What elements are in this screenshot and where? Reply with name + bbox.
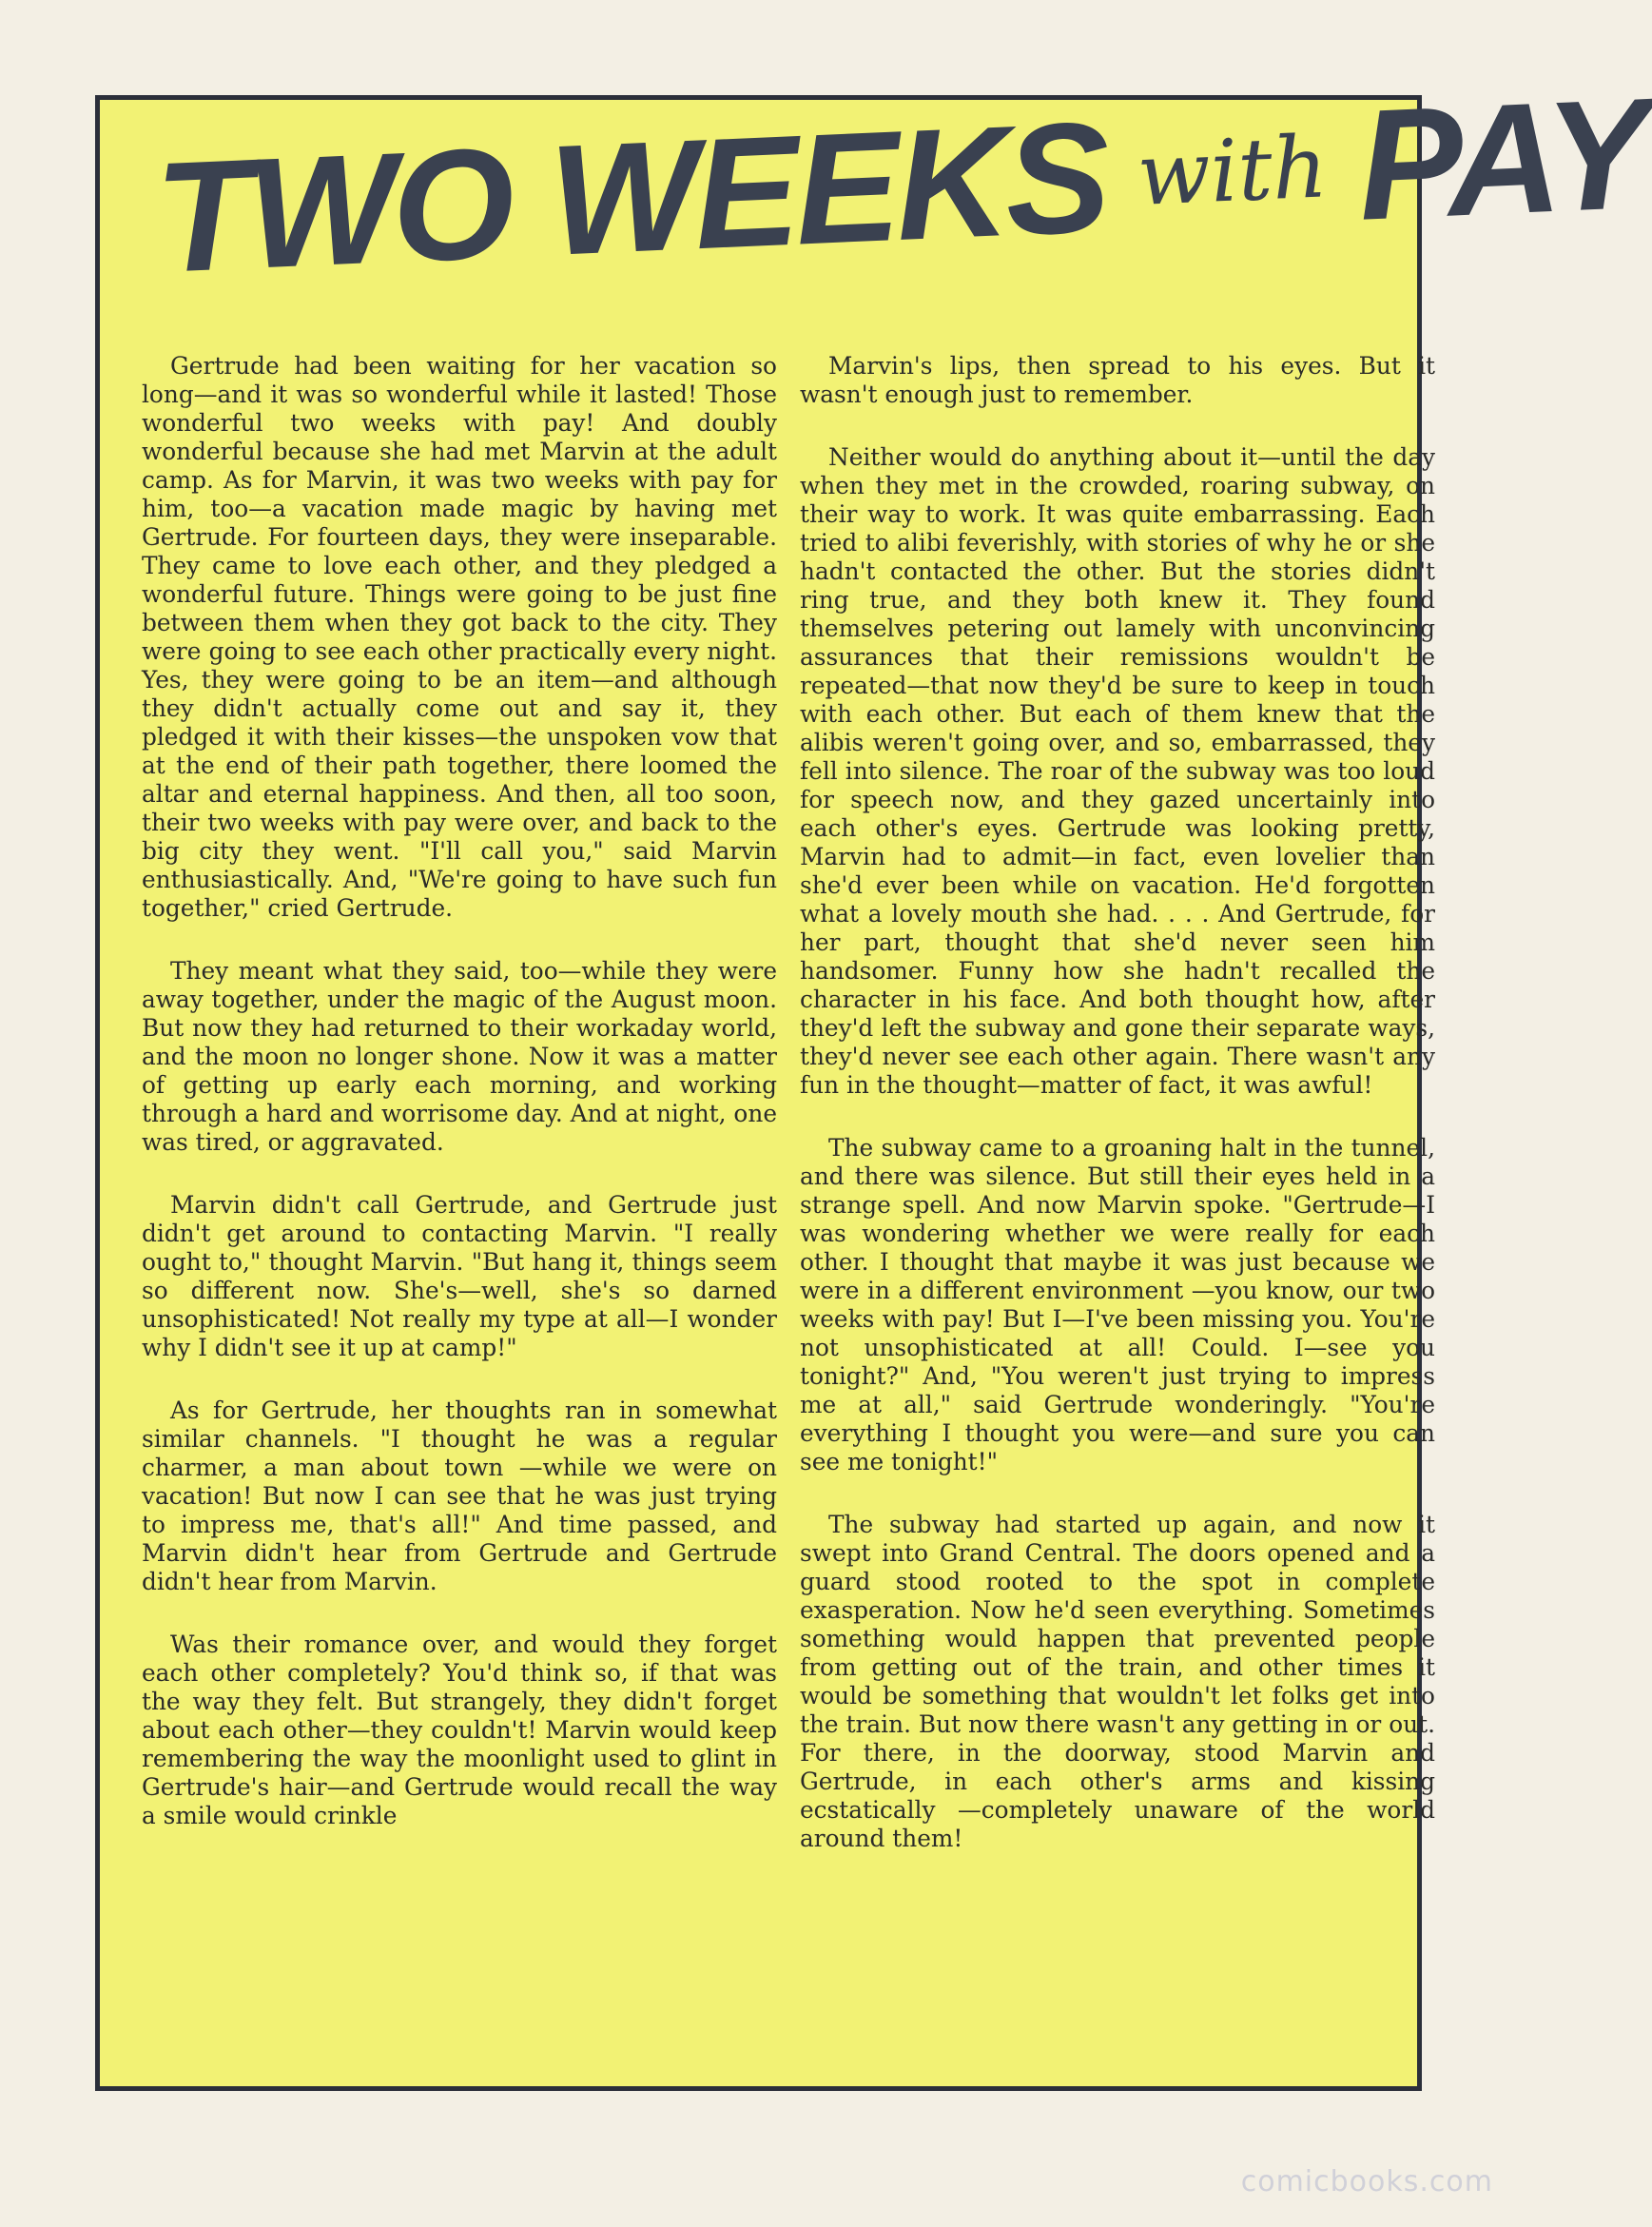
story-paragraph: The subway came to a groaning halt in the tunnel, and there was silence. But still their eyes held in a strange spell. And now Marvin spoke. "Gertrude—I was wondering whether we were really for each other. I thought that maybe it was just because we were in a different environment —you know, our two weeks with pay! But I—I've been missing you. You're not unsophisticated at all! Could. I—see you tonight?" And, "You weren't just trying to impress me at all," said Gertrude wonderingly. "You're everything I thought you were—and sure you can see me tonight!" [800, 1134, 1435, 1475]
story-panel [95, 65, 1650, 2091]
story-paragraph: Neither would do anything about it—until the day when they met in the crowded, roaring subway, on their way to work. It was quite embarrassing. Each tried to alibi feverishly, with stories of why he or she hadn't contacted the other. But the stories didn't ring true, and they both knew it. They found themselves petering out lamely with unconvincing assurances that their remissions wouldn't be repeated—that now they'd be sure to keep in touch with each other. But each of them knew that the alibis weren't going over, and so, embarrassed, they fell into silence. The roar of the subway was too loud for speech now, and they gazed uncertainly into each other's eyes. Gertrude was looking pretty, Marvin had to admit—in fact, even lovelier than she'd ever been while on vacation. He'd forgotten what a lovely mouth she had. . . . And Gertrude, for her part, thought that she'd never seen him handsomer. Funny how she hadn't recalled the character in his face. And both thought how, after they'd left the subway and gone their separate ways, they'd never see each other again. There wasn't any fun in the thought—matter of fact, it was awful! [800, 443, 1435, 1099]
story-columns [100, 352, 1435, 2086]
story-paragraph: Gertrude had been waiting for her vacation so long—and it was so wonderful while it lasted! Those wonderful two weeks with pay! And doubly wonderful because she had met Marvin at the adult camp. As for Marvin, it was two weeks with pay for him, too—a vacation made magic by having met Gertrude. For fourteen days, they were inseparable. They came to love each other, and they pledged a wonderful future. Things were going to be just fine between them when they got back to the city. They were going to see each other practically every night. Yes, they were going to be an item—and although they didn't actually come out and say it, they pledged it with their kisses—the unspoken vow that at the end of their path together, there loomed the altar and eternal happiness. And then, all too soon, their two weeks with pay were over, and back to the big city they went. "I'll call you," said Marvin enthusiastically. And, "We're going to have such fun together," cried Gertrude. [142, 352, 777, 922]
story-column-left [142, 352, 777, 1865]
story-column-right [800, 352, 1435, 1887]
story-paragraph: The subway had started up again, and now it swept into Grand Central. The doors opened and a guard stood rooted to the spot in complete exasperation. Now he'd seen everything. Sometimes something would happen that prevented people from getting out of the train, and other times it would be something that wouldn't let folks get into the train. But now there wasn't any getting in or out. For there, in the doorway, stood Marvin and Gertrude, in each other's arms and kissing ecstatically —completely unaware of the world around them! [800, 1511, 1435, 1852]
title-word-pay: PAY [1354, 65, 1650, 253]
story-title [152, 65, 1650, 347]
story-paragraph: They meant what they said, too—while they were away together, under the magic of the August moon. But now they had returned to their workaday world, and the moon no longer shone. Now it was a matter of getting up early each morning, and working through a hard and worrisome day. And at night, one was tired, or aggravated. [142, 957, 777, 1156]
story-paragraph: Marvin didn't call Gertrude, and Gertrude just didn't get around to contacting Marvin. "I really ought to," thought Marvin. "But hang it, things seem so different now. She's—well, she's so darned unsophisticated! Not really my type at all—I wonder why I didn't see it up at camp!" [142, 1191, 777, 1361]
title-word-two-weeks: TWO WEEKS [152, 88, 1110, 305]
story-paragraph: Was their romance over, and would they forget each other completely? You'd think so, if that was the way they felt. But strangely, they didn't forget about each other—they couldn't! Marvin would keep remembering the way the moonlight used to glint in Gertrude's hair—and Gertrude would recall the way a smile would crinkle [142, 1631, 777, 1829]
story-paragraph: Marvin's lips, then spread to his eyes. But it wasn't enough just to remember. [800, 352, 1435, 408]
watermark-text: comicbooks.com [1240, 2165, 1493, 2198]
story-paragraph: As for Gertrude, her thoughts ran in somewhat similar channels. "I thought he was a regular charmer, a man about town —while we were on vacation! But now I can see that he was just trying to impress me, that's all!" And time passed, and Marvin didn't hear from Gertrude and Gertrude didn't hear from Marvin. [142, 1397, 777, 1595]
title-word-with: with [1135, 117, 1330, 225]
